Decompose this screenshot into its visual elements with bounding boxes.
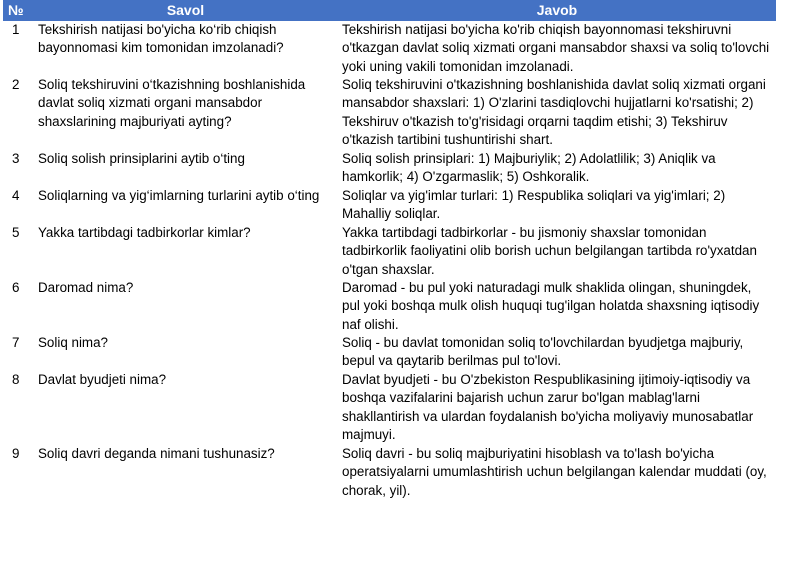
table-row <box>3 21 776 76</box>
row-number: 5 <box>12 225 20 240</box>
header-row <box>3 0 776 21</box>
table-body <box>3 21 776 500</box>
answer-cell: Soliq - bu davlat tomonidan soliq to'lovchilardan byudjetga majburiy, bepul va qaytarib berilmas pul to'lovi. <box>342 335 744 369</box>
answer-cell: Soliqlar va yig'imlar turlari: 1) Respublika soliqlari va yig'imlari; 2) Mahalliy soliqlar. <box>342 188 726 222</box>
answer-cell: Soliq davri - bu soliq majburiyatini hisoblash va to'lash bo'yicha operatsiyalarni umumlashtirish uchun belgilangan kalendar muddati (oy, chorak, yil). <box>342 446 767 498</box>
row-number: 1 <box>12 22 20 37</box>
row-number: 8 <box>12 372 20 387</box>
question-cell: Daromad nima? <box>38 280 134 295</box>
table-row <box>3 76 776 150</box>
row-number: 2 <box>12 77 20 92</box>
question-cell: Soliqlarning va yig‘imlarning turlarini aytib o‘ting <box>38 188 320 203</box>
table-row <box>3 445 776 500</box>
question-cell: Soliq nima? <box>38 335 108 350</box>
row-number: 7 <box>12 335 20 350</box>
row-number: 9 <box>12 446 20 461</box>
question-cell: Tekshirish natijasi bo'yicha ko‘rib chiqish bayonnomasi kim tomonidan imzolanadi? <box>38 22 284 56</box>
table-row <box>3 150 776 187</box>
answer-cell: Soliq tekshiruvini o'tkazishning boshlanishida davlat soliq xizmati organi mansabdor shaxslari: 1) O'zlarini tasdiqlovchi hujjatlarni ko'rsatishi; 2) Tekshiruv o'tkazish to'g'risidagi orqarni taqdim etishi; 3) Tekshiruv o'tkazish tartibini tushuntirishi shart. <box>342 77 766 147</box>
answer-cell: Soliq solish prinsiplari: 1) Majburiylik; 2) Adolatlilik; 3) Aniqlik va hamkorlik; 4) O'zgarmaslik; 5) Oshkoralik. <box>342 151 716 185</box>
header-number: № <box>3 0 33 21</box>
answer-cell: Davlat byudjeti - bu O'zbekiston Respublikasining ijtimoiy-iqtisodiy va boshqa vazifalarini bajarish uchun zarur bo'lgan mablag'larni shakllantirish va ulardan foydalanish bo'yicha moliyaviy munosabatlar majmuyi. <box>342 372 754 442</box>
row-number: 3 <box>12 151 20 166</box>
header-question: Savol <box>33 0 338 21</box>
table-header <box>3 0 776 21</box>
table-row <box>3 279 776 334</box>
question-cell: Soliq tekshiruvini o‘tkazishning boshlanishida davlat soliq xizmati organi mansabdor shaxslarining majburiyati ayting? <box>38 77 306 129</box>
question-cell: Soliq solish prinsiplarini aytib o‘ting <box>38 151 245 166</box>
answer-cell: Tekshirish natijasi bo'yicha ko'rib chiqish bayonnomasi tekshiruvni o'tkazgan davlat soliq xizmati organi mansabdor shaxsi va soliq to'lovchi yoki uning vakili tomonidan imzolanadi. <box>342 22 770 74</box>
question-cell: Yakka tartibdagi tadbirkorlar kimlar? <box>38 225 251 240</box>
question-cell: Davlat byudjeti nima? <box>38 372 167 387</box>
row-number: 6 <box>12 280 20 295</box>
qa-table <box>3 0 776 500</box>
question-cell: Soliq davri deganda nimani tushunasiz? <box>38 446 275 461</box>
table-row <box>3 334 776 371</box>
table-row <box>3 224 776 279</box>
table-row <box>3 371 776 445</box>
table-row <box>3 187 776 224</box>
row-number: 4 <box>12 188 20 203</box>
answer-cell: Yakka tartibdagi tadbirkorlar - bu jismoniy shaxslar tomonidan tadbirkorlik faoliyatini olib borish uchun belgilangan tartibda ro'yxatdan o'tgan shaxslar. <box>342 225 757 277</box>
header-answer: Javob <box>338 0 776 21</box>
answer-cell: Daromad - bu pul yoki naturadagi mulk shaklida olingan, shuningdek, pul yoki boshqa mulk olish huquqi tug'ilgan holatda shaxsning iqtisodiy naf olishi. <box>342 280 760 332</box>
